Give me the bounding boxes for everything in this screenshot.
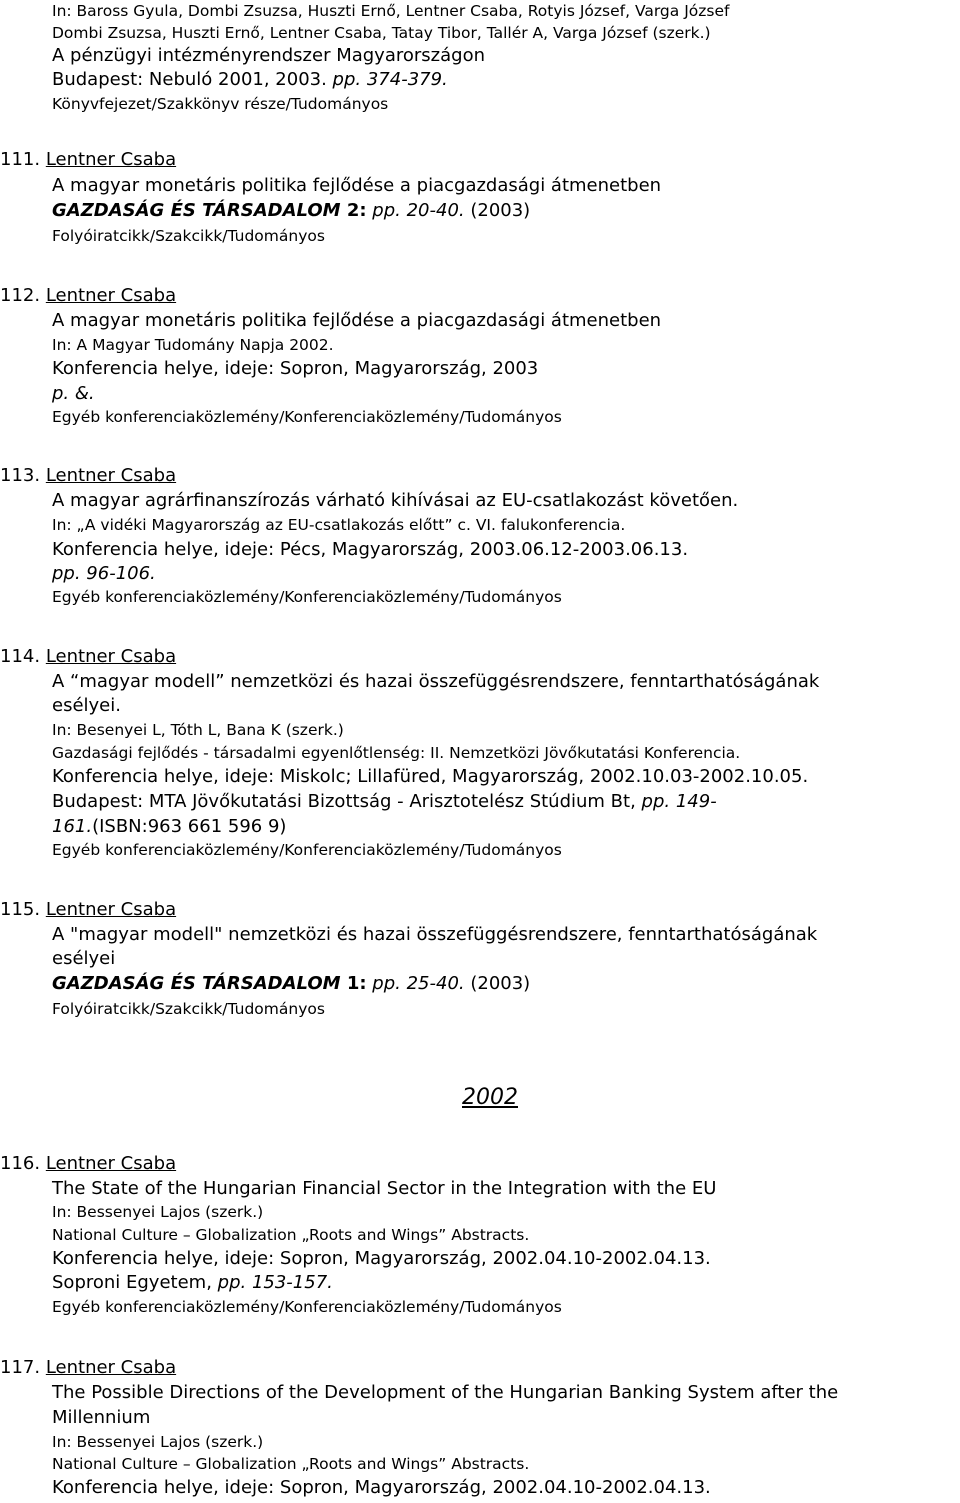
entry-title-line2: esélyei	[52, 948, 116, 969]
entry-pages: p. &.	[52, 383, 95, 404]
entry-source	[52, 199, 530, 223]
entry-conference: Konferencia helye, ideje: Miskolc; Lillafüred, Magyarország, 2002.10.03-2002.10.05.	[52, 766, 809, 787]
entry-heading	[0, 898, 176, 922]
header-book-title: A pénzügyi intézményrendszer Magyarországon	[52, 45, 485, 66]
author-link[interactable]: Lentner Csaba	[45, 149, 177, 170]
entry-heading	[0, 1356, 176, 1380]
entry-conference: Konferencia helye, ideje: Sopron, Magyarország, 2002.04.10-2002.04.13.	[52, 1248, 711, 1269]
entry-number: 117.	[0, 1357, 41, 1378]
entry-conference: Konferencia helye, ideje: Pécs, Magyarország, 2003.06.12-2003.06.13.	[52, 539, 689, 560]
entry-title-line2: Millennium	[52, 1407, 151, 1428]
entry-conference: Konferencia helye, ideje: Sopron, Magyarország, 2002.04.10-2002.04.13.	[52, 1477, 711, 1498]
header-publisher	[52, 68, 448, 92]
entry-in: In: A Magyar Tudomány Napja 2002.	[52, 336, 334, 354]
journal-issue: 2:	[340, 200, 367, 221]
entry-conference: Konferencia helye, ideje: Sopron, Magyarország, 2003	[52, 358, 539, 379]
pages-text: pp. 149-	[635, 791, 717, 812]
publisher-text: Soproni Egyetem,	[52, 1272, 212, 1293]
entry-title: A magyar monetáris politika fejlődése a piacgazdasági átmenetben	[52, 310, 662, 331]
entry-number: 114.	[0, 646, 41, 667]
pages-text: pp. 153-157.	[211, 1272, 333, 1293]
author-link[interactable]: Lentner Csaba	[45, 285, 177, 306]
publisher-text: Budapest: Nebuló 2001, 2003.	[52, 69, 327, 90]
year-text: (2003)	[464, 973, 531, 994]
entry-number: 113.	[0, 465, 41, 486]
entry-number: 115.	[0, 899, 41, 920]
entry-title: A magyar agrárfinanszírozás várható kihívásai az EU-csatlakozást követően.	[52, 490, 739, 511]
entry-title-line1: A "magyar modell" nemzetközi és hazai összefüggésrendszere, fenntarthatóságának	[52, 924, 818, 945]
entry-type: Egyéb konferenciaközlemény/Konferenciaközlemény/Tudományos	[52, 1298, 562, 1316]
entry-type: Folyóiratcikk/Szakcikk/Tudományos	[52, 227, 325, 245]
author-link[interactable]: Lentner Csaba	[45, 899, 177, 920]
entry-book: Gazdasági fejlődés - társadalmi egyenlőtlenség: II. Nemzetközi Jövőkutatási Konferencia.	[52, 744, 741, 762]
entry-number: 116.	[0, 1153, 41, 1174]
entry-type: Folyóiratcikk/Szakcikk/Tudományos	[52, 1000, 325, 1018]
entry-heading	[0, 1152, 176, 1176]
header-editors-line: Dombi Zsuzsa, Huszti Ernő, Lentner Csaba, Tatay Tibor, Tallér A, Varga József (szerk.)	[52, 24, 711, 42]
entry-source	[52, 972, 530, 996]
entry-pages: pp. 96-106.	[52, 563, 156, 584]
entry-title: The State of the Hungarian Financial Sector in the Integration with the EU	[52, 1178, 717, 1199]
year-text: (2003)	[464, 200, 531, 221]
entry-in: In: „A vidéki Magyarország az EU-csatlakozás előtt” c. VI. falukonferencia.	[52, 516, 626, 534]
author-link[interactable]: Lentner Csaba	[45, 1357, 177, 1378]
entry-heading	[0, 464, 176, 488]
entry-title-line1: A “magyar modell” nemzetközi és hazai összefüggésrendszere, fenntarthatóságának	[52, 671, 820, 692]
header-in-line: In: Baross Gyula, Dombi Zsuzsa, Huszti Ernő, Lentner Csaba, Rotyis József, Varga József	[52, 2, 730, 20]
entry-heading	[0, 645, 176, 669]
pages-text: pp. 25-40.	[366, 973, 465, 994]
publisher-text: Budapest: MTA Jövőkutatási Bizottság - Arisztotelész Stúdium Bt,	[52, 791, 636, 812]
entry-type: Egyéb konferenciaközlemény/Konferenciaközlemény/Tudományos	[52, 408, 562, 426]
entry-book: National Culture – Globalization „Roots and Wings” Abstracts.	[52, 1226, 530, 1244]
pages-text-cont: 161.	[52, 816, 93, 837]
author-link[interactable]: Lentner Csaba	[45, 646, 177, 667]
pages-text: pp. 20-40.	[366, 200, 465, 221]
journal-name: GAZDASÁG ÉS TÁRSADALOM	[52, 973, 341, 994]
entry-publisher	[52, 790, 717, 814]
author-link[interactable]: Lentner Csaba	[45, 465, 177, 486]
entry-heading	[0, 284, 176, 308]
entry-in: In: Bessenyei Lajos (szerk.)	[52, 1433, 264, 1451]
entry-type: Egyéb konferenciaközlemény/Konferenciaközlemény/Tudományos	[52, 841, 562, 859]
entry-number: 111.	[0, 149, 41, 170]
entry-in: In: Besenyei L, Tóth L, Bana K (szerk.)	[52, 721, 344, 739]
entry-heading	[0, 148, 176, 172]
entry-title-line2: esélyei.	[52, 695, 121, 716]
entry-in: In: Bessenyei Lajos (szerk.)	[52, 1203, 264, 1221]
entry-publisher	[52, 1271, 333, 1295]
journal-issue: 1:	[340, 973, 367, 994]
entry-title: A magyar monetáris politika fejlődése a piacgazdasági átmenetben	[52, 175, 662, 196]
entry-title-line1: The Possible Directions of the Development of the Hungarian Banking System after the	[52, 1382, 839, 1403]
entry-type: Egyéb konferenciaközlemény/Konferenciaközlemény/Tudományos	[52, 588, 562, 606]
pages-text: pp. 374-379.	[326, 69, 448, 90]
entry-book: National Culture – Globalization „Roots and Wings” Abstracts.	[52, 1455, 530, 1473]
header-pub-type: Könyvfejezet/Szakkönyv része/Tudományos	[52, 95, 389, 113]
isbn-text: (ISBN:963 661 596 9)	[92, 816, 287, 837]
year-heading: 2002	[462, 1085, 518, 1110]
author-link[interactable]: Lentner Csaba	[45, 1153, 177, 1174]
journal-name: GAZDASÁG ÉS TÁRSADALOM	[52, 200, 341, 221]
entry-isbn-line	[52, 815, 286, 839]
entry-number: 112.	[0, 285, 41, 306]
